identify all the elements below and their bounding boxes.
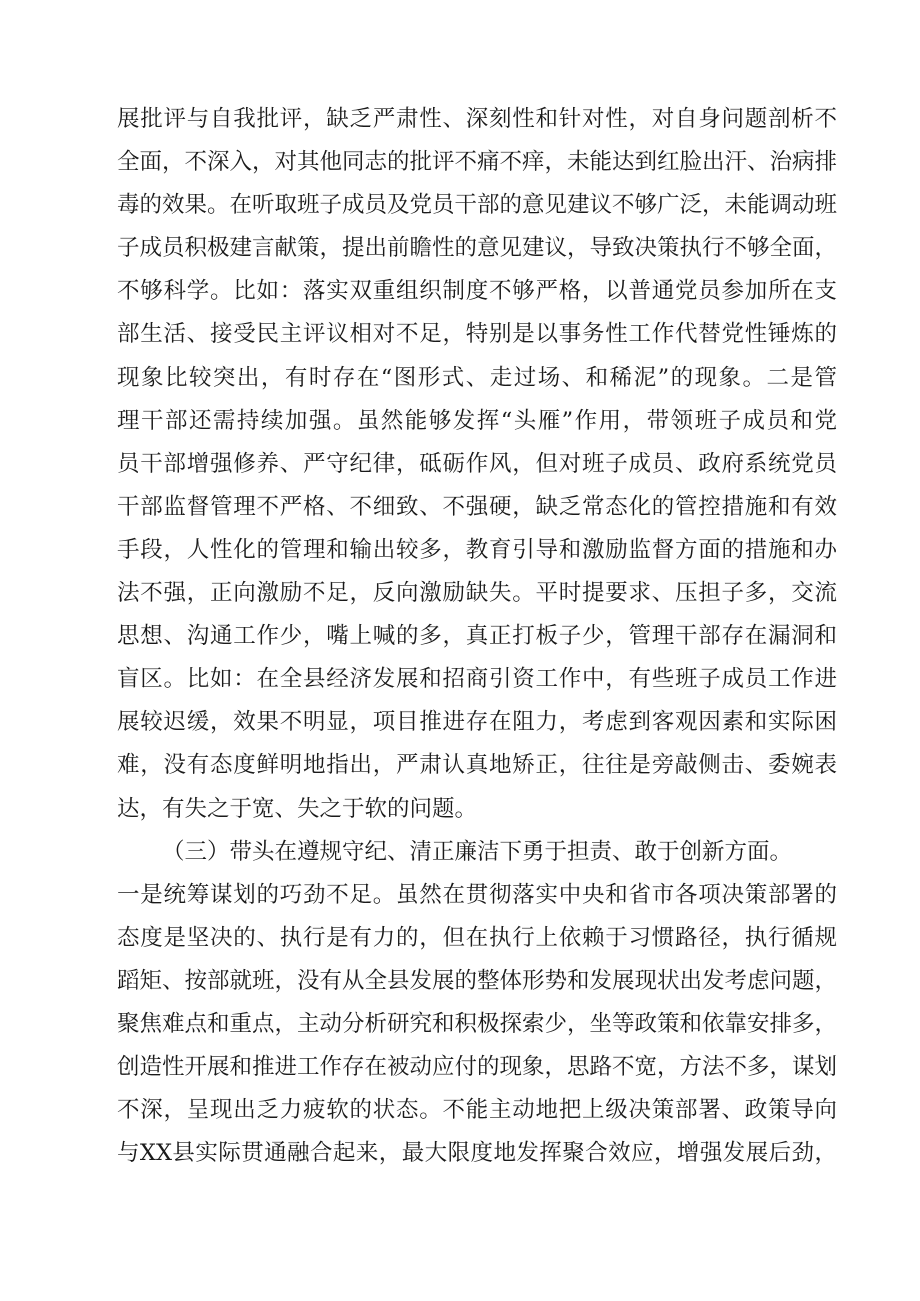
text-line: 与XX县实际贯通融合起来，最大限度地发挥聚合效应，增强发展后劲，: [117, 1140, 837, 1167]
text-line: 达，有失之于宽、失之于软的问题。: [117, 795, 478, 822]
text-line: 法不强，正向激励不足，反向激励缺失。平时提要求、压担子多，交流: [117, 580, 837, 607]
text-line: 不深，呈现出乏力疲软的状态。不能主动地把上级决策部署、政策导向: [117, 1097, 837, 1124]
text-line: 蹈矩、按部就班，没有从全县发展的整体形势和发展现状出发考虑问题，: [117, 967, 837, 994]
text-line: 创造性开展和推进工作存在被动应付的现象，思路不宽，方法不多，谋划: [117, 1054, 837, 1081]
text-line: 理干部还需持续加强。虽然能够发挥“头雁”作用，带领班子成员和党: [117, 407, 837, 434]
section-heading: （三）带头在遵规守纪、清正廉洁下勇于担责、敢于创新方面。: [162, 838, 793, 865]
text-line: 全面，不深入，对其他同志的批评不痛不痒，未能达到红脸出汗、治病排: [117, 149, 837, 176]
text-line: 盲区。比如：在全县经济发展和招商引资工作中，有些班子成员工作进: [117, 666, 837, 693]
text-line: 手段，人性化的管理和输出较多，教育引导和激励监督方面的措施和办: [117, 536, 837, 563]
text-line: 态度是坚决的、执行是有力的，但在执行上依赖于习惯路径，执行循规: [117, 924, 837, 951]
body-text: [117, 98, 837, 1175]
text-line: 现象比较突出，有时存在“图形式、走过场、和稀泥”的现象。二是管: [117, 364, 837, 391]
text-line: 展较迟缓，效果不明显，项目推进存在阻力，考虑到客观因素和实际困: [117, 709, 837, 736]
text-line: 员干部增强修养、严守纪律，砥砺作风，但对班子成员、政府系统党员: [117, 450, 837, 477]
text-line: 难，没有态度鲜明地指出，严肃认真地矫正，往往是旁敲侧击、委婉表: [117, 752, 837, 779]
text-line: 干部监督管理不严格、不细致、不强硬，缺乏常态化的管控措施和有效: [117, 493, 837, 520]
text-line: 部生活、接受民主评议相对不足，特别是以事务性工作代替党性锤炼的: [117, 321, 837, 348]
text-line: 子成员积极建言献策，提出前瞻性的意见建议，导致决策执行不够全面，: [117, 235, 837, 262]
text-line: 思想、沟通工作少，嘴上喊的多，真正打板子少，管理干部存在漏洞和: [117, 623, 837, 650]
text-line: 不够科学。比如：落实双重组织制度不够严格，以普通党员参加所在支: [117, 278, 837, 305]
text-line: 展批评与自我批评，缺乏严肃性、深刻性和针对性，对自身问题剖析不: [117, 106, 837, 132]
text-line: 聚焦难点和重点，主动分析研究和积极探索少，坐等政策和依靠安排多，: [117, 1010, 837, 1037]
text-line: 一是统筹谋划的巧劲不足。虽然在贯彻落实中央和省市各项决策部署的: [117, 881, 837, 908]
text-line: 毒的效果。在听取班子成员及党员干部的意见建议不够广泛，未能调动班: [117, 192, 837, 219]
